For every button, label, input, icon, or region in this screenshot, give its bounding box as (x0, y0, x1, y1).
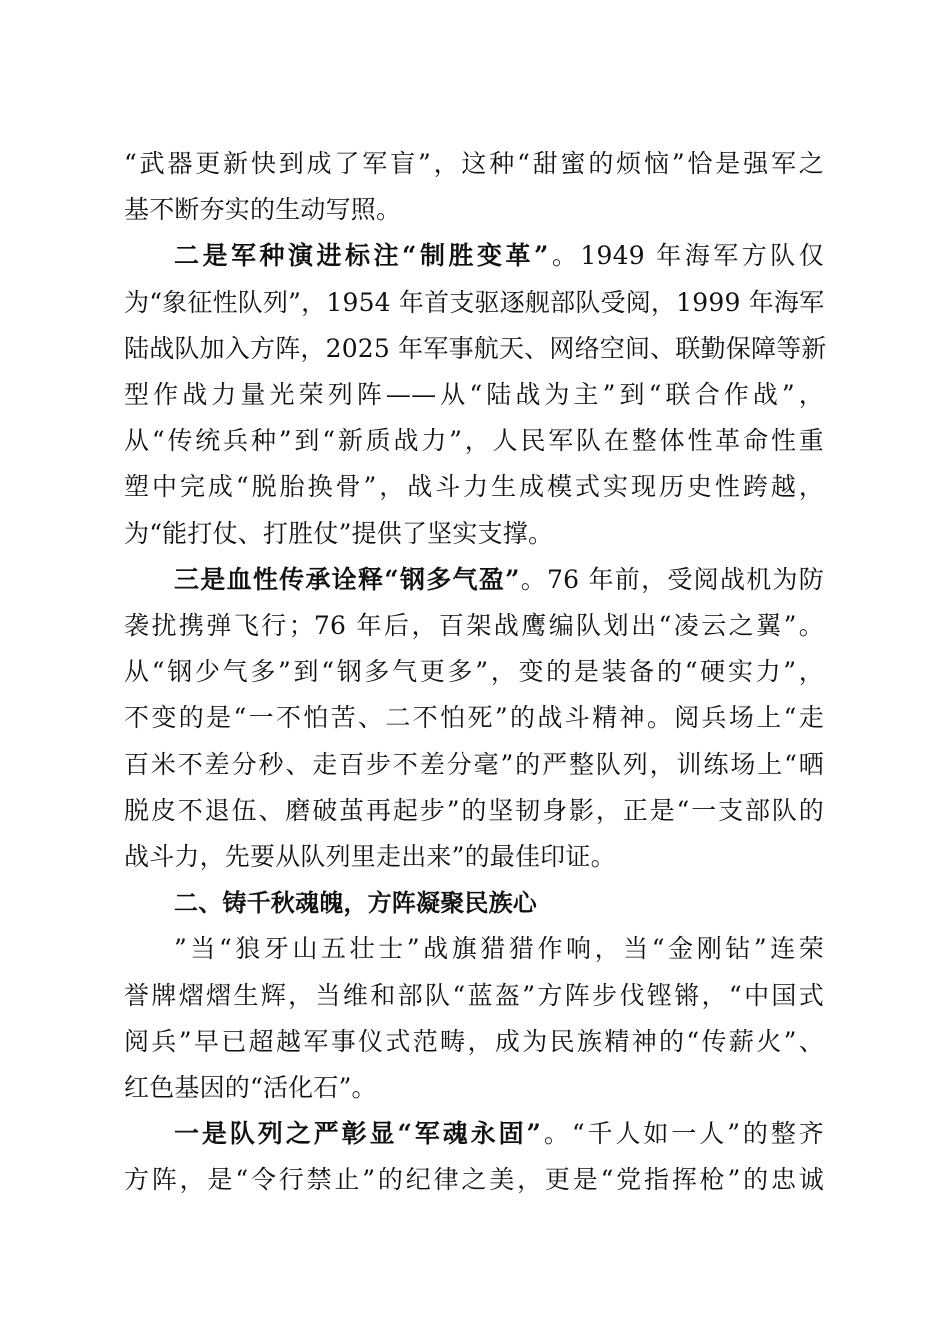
paragraph-lead: 三是血性传承诠释“钢多气盈” (174, 564, 520, 594)
text-line: 从“钢少气多”到“钢多气更多”，变的是装备的“硬实力”， (124, 657, 824, 687)
text-line: 誉牌熠熠生辉，当维和部队“蓝盔”方阵步伐铿锵，“中国式 (124, 980, 824, 1010)
text-line: 塑中完成“脱胎换骨”，战斗力生成模式实现历史性跨越， (124, 472, 824, 502)
text-line: “武器更新快到成了军盲”，这种“甜蜜的烦恼”恰是强军之 (124, 149, 824, 178)
text-line: 型作战力量光荣列阵——从“陆战为主”到“联合作战”， (124, 380, 824, 410)
text-line: 不变的是“一不怕苦、二不怕死”的战斗精神。阅兵场上“走 (124, 703, 824, 733)
text-run: 。“千人如一人”的整齐 (541, 1119, 825, 1149)
text-line: 战斗力，先要从队列里走出来”的最佳印证。 (124, 842, 616, 872)
paragraph-spirit-inheritance (124, 557, 824, 880)
text-line: 脱皮不退伍、磨破茧再起步”的坚韧身影，正是“一支部队的 (124, 795, 824, 825)
text-line: 从“传统兵种”到“新质战力”，人民军队在整体性革命性重 (124, 426, 824, 456)
text-line: 方阵，是“令行禁止”的纪律之美，更是“党指挥枪”的忠诚 (124, 1165, 824, 1195)
text-line-first (124, 233, 824, 279)
text-line-first (124, 1111, 824, 1157)
paragraph-lead: 一是队列之严彰显“军魂永固” (174, 1119, 542, 1149)
text-line: 为“象征性队列”，1954 年首支驱逐舰部队受阅，1999 年海军 (124, 287, 825, 317)
paragraph-formation-discipline (124, 1111, 824, 1203)
text-line: 阅兵”早已超越军事仪式范畴，成为民族精神的“传薪火”、 (124, 1026, 824, 1056)
text-run: 。1949 年海军方队仅 (548, 241, 824, 271)
text-line: 陆战队加入方阵，2025 年军事航天、网络空间、联勤保障等新 (124, 333, 827, 363)
text-line: 百米不差分秒、走百步不差分毫”的严整队列，训练场上“晒 (124, 749, 824, 779)
text-line-first (124, 557, 824, 603)
text-line: 袭扰携弹飞行；76 年后，百架战鹰编队划出“凌云之翼”。 (124, 611, 824, 641)
paragraph-military-branches (124, 233, 827, 556)
paragraph-lead: 二是军种演进标注“制胜变革” (174, 241, 549, 271)
text-run: 。76 年前，受阅战机为防 (519, 564, 824, 594)
section-heading (124, 880, 824, 926)
text-line: 红色基因的“活化石”。 (124, 1073, 377, 1103)
text-line: 基不断夯实的生动写照。 (124, 195, 402, 225)
paragraph-continuation (124, 141, 824, 233)
text-line: 为“能打仗、打胜仗”提供了坚实支撑。 (124, 518, 554, 548)
section-heading-text: 二、铸千秋魂魄，方阵凝聚民族心 (174, 889, 537, 918)
text-line-first: ”当“狼牙山五壮士”战旗猎猎作响，当“金刚钻”连荣 (174, 934, 824, 964)
paragraph-national-spirit (124, 926, 824, 1111)
document-body (124, 141, 827, 1204)
